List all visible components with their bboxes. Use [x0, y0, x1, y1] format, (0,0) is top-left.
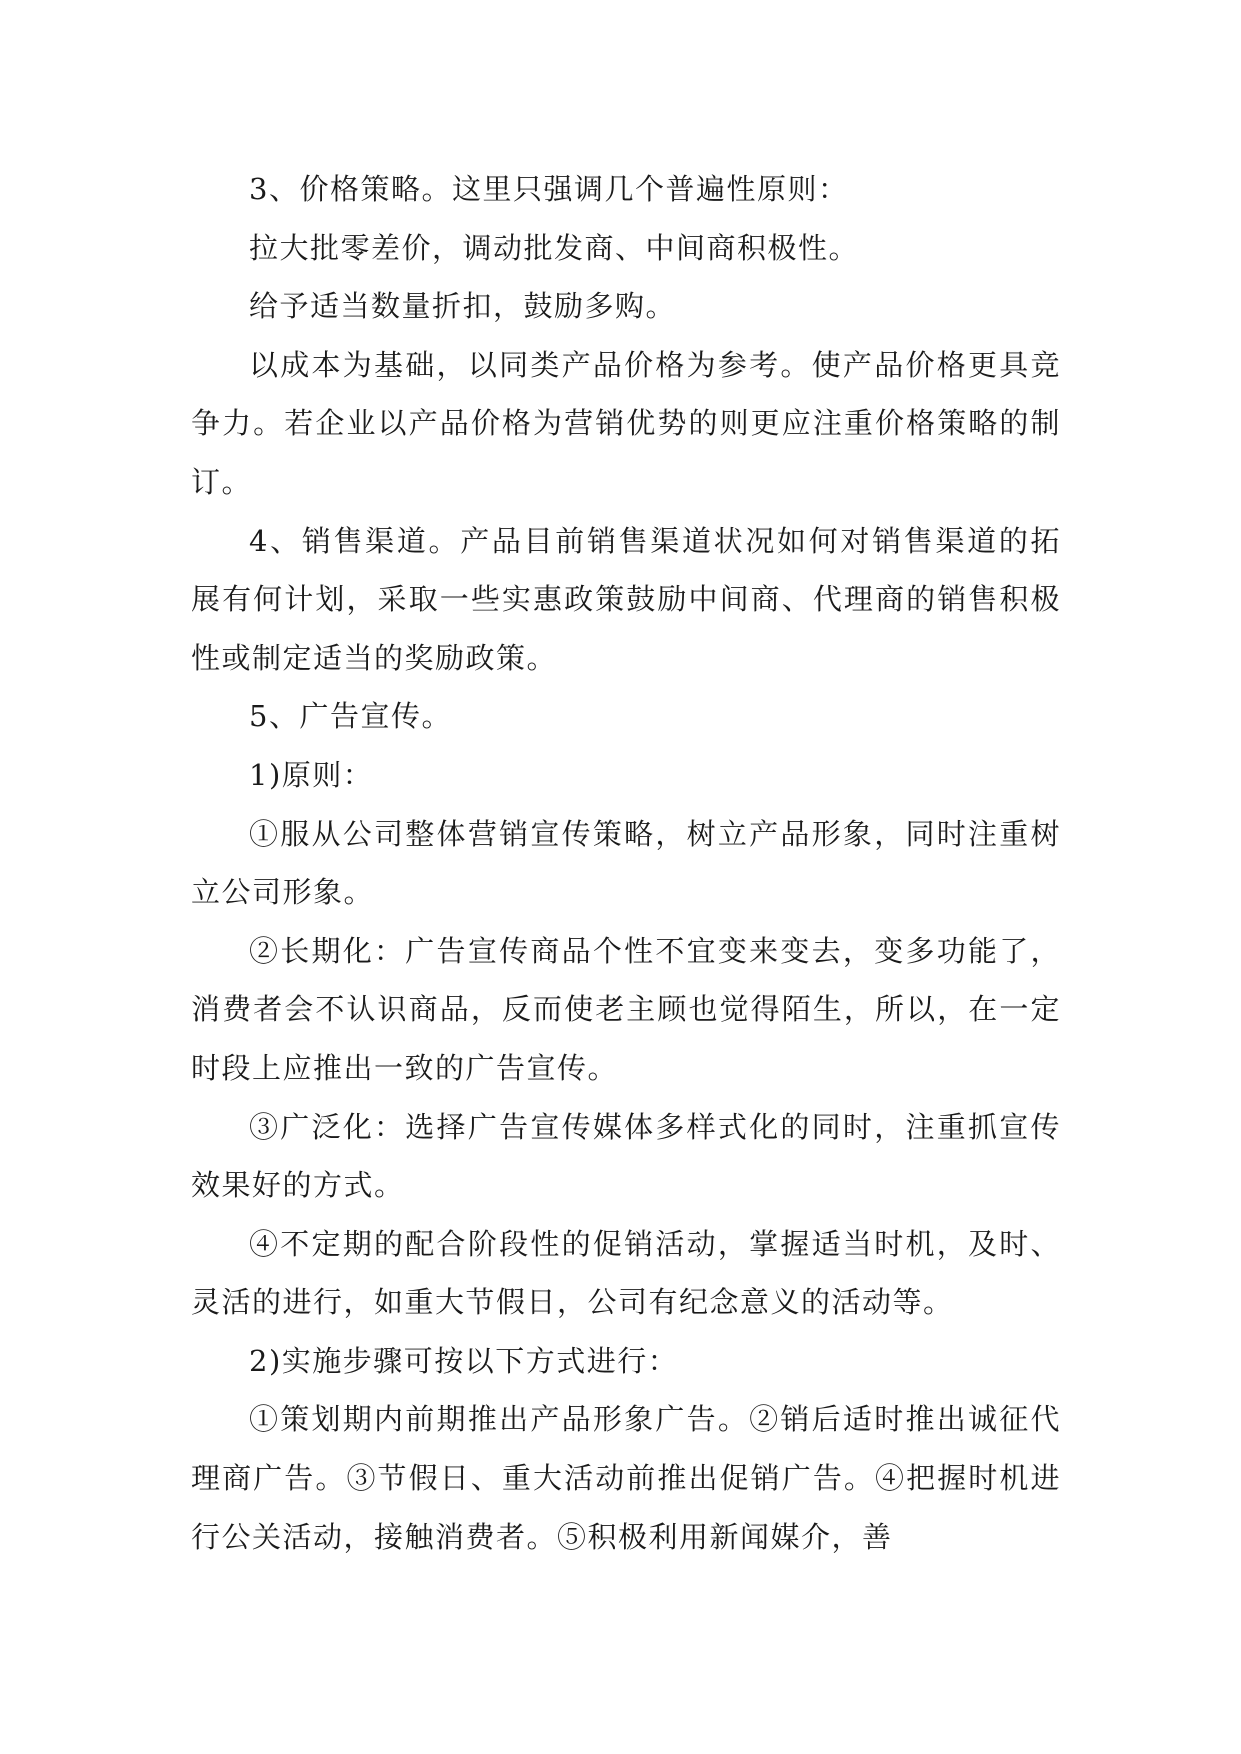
paragraph-price-strategy: 3、价格策略。这里只强调几个普遍性原则： [249, 172, 849, 206]
paragraph-cost-basis: 以成本为基础，以同类产品价格为参考。使产品价格更具竞争力。若企业以产品价格为营销优势的则更应注重价格策略的制订。 [191, 347, 1061, 499]
paragraph-principle-3: ③广泛化：选择广告宣传媒体多样式化的同时，注重抓宣传效果好的方式。 [191, 1109, 1061, 1203]
paragraph-principle-4: ④不定期的配合阶段性的促销活动，掌握适当时机，及时、灵活的进行，如重大节假日，公司有纪念意义的活动等。 [191, 1226, 1061, 1320]
paragraph-implementation-steps: ①策划期内前期推出产品形象广告。②销后适时推出诚征代理商广告。③节假日、重大活动前推出促销广告。④把握时机进行公关活动，接触消费者。⑤积极利用新闻媒介，善 [191, 1402, 1061, 1554]
document-body [191, 160, 1061, 1566]
paragraph-principles: 1)原则： [249, 757, 374, 792]
paragraph-advertising: 5、广告宣传。 [249, 699, 452, 734]
paragraph-principle-2: ②长期化：广告宣传商品个性不宜变来变去，变多功能了，消费者会不认识商品，反而使老主顾也觉得陌生，所以，在一定时段上应推出一致的广告宣传。 [191, 933, 1061, 1085]
paragraph-price-gap: 拉大批零差价，调动批发商、中间商积极性。 [249, 230, 860, 265]
paragraph-sales-channel: 4、销售渠道。产品目前销售渠道状况如何对销售渠道的拓展有何计划，采取一些实惠政策鼓励中间商、代理商的销售积极性或制定适当的奖励政策。 [191, 523, 1061, 675]
paragraph-implementation: 2)实施步骤可按以下方式进行： [249, 1343, 679, 1378]
paragraph-quantity-discount: 给予适当数量折扣，鼓励多购。 [249, 289, 677, 324]
paragraph-principle-1: ①服从公司整体营销宣传策略，树立产品形象，同时注重树立公司形象。 [191, 816, 1061, 910]
